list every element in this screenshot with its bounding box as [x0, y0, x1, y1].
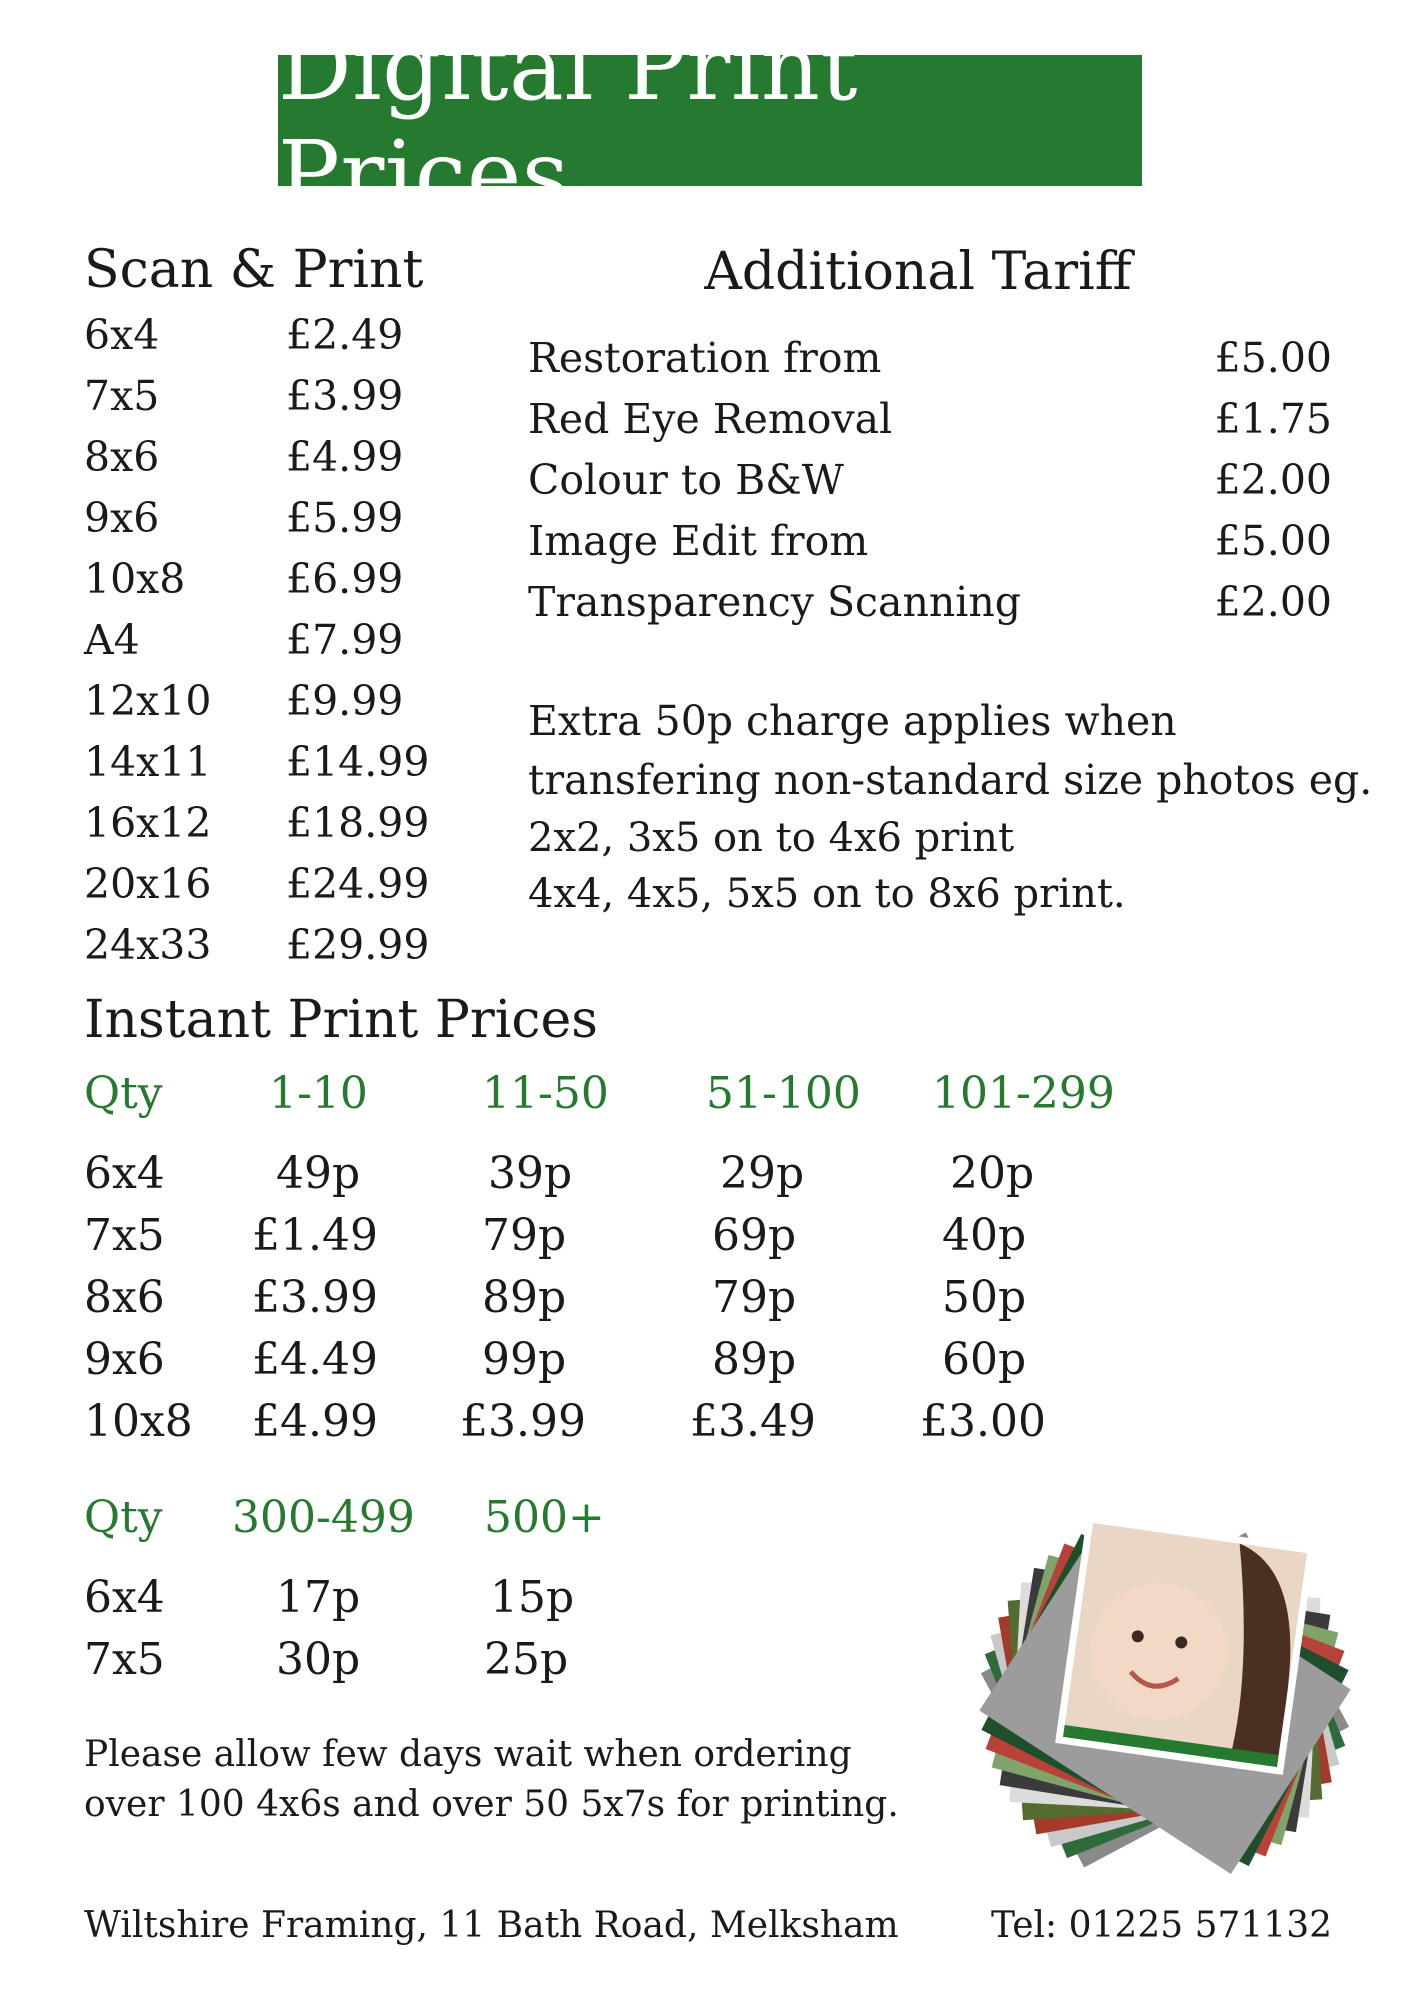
table-cell: 69p — [712, 1210, 797, 1261]
print-size: 24x33 — [84, 921, 212, 969]
list-item — [84, 488, 444, 549]
table-cell: £3.99 — [252, 1272, 378, 1323]
print-price: £14.99 — [286, 738, 430, 786]
table-cell: 89p — [482, 1272, 567, 1323]
tariff-item: Red Eye Removal — [528, 395, 893, 443]
print-size: 9x6 — [84, 494, 160, 542]
list-item — [84, 915, 444, 976]
print-size: 14x11 — [84, 738, 212, 786]
print-size: 6x4 — [84, 311, 160, 359]
table-cell: £3.00 — [920, 1396, 1046, 1447]
table-row — [84, 1572, 684, 1632]
tariff-item: Restoration from — [528, 334, 882, 382]
column-header: 101-299 — [932, 1068, 1115, 1119]
print-price: £5.99 — [286, 494, 404, 542]
footer-address: Wiltshire Framing, 11 Bath Road, Melksham — [84, 1905, 899, 1946]
list-item — [528, 328, 1332, 389]
column-header: 1-10 — [269, 1068, 368, 1119]
table-cell: £3.49 — [690, 1396, 816, 1447]
table-row — [84, 1634, 684, 1694]
table-cell: 7x5 — [84, 1634, 165, 1685]
tariff-price: £2.00 — [1214, 456, 1332, 504]
column-header: 51-100 — [706, 1068, 861, 1119]
table-cell: 89p — [712, 1334, 797, 1385]
qty-header: Qty — [84, 1492, 163, 1543]
scan-print-list — [84, 305, 444, 985]
list-item — [84, 854, 444, 915]
print-price: £4.99 — [286, 433, 404, 481]
footer-phone: Tel: 01225 571132 — [991, 1905, 1332, 1946]
print-price: £18.99 — [286, 799, 430, 847]
list-item — [528, 572, 1332, 633]
print-size: 12x10 — [84, 677, 212, 725]
table-row — [84, 1334, 1184, 1394]
list-item — [528, 450, 1332, 511]
list-item — [528, 511, 1332, 572]
table-cell: 6x4 — [84, 1148, 165, 1199]
tariff-price: £1.75 — [1214, 395, 1332, 443]
list-item — [84, 793, 444, 854]
table-cell: 20p — [950, 1148, 1035, 1199]
wait-note — [84, 1730, 899, 1830]
note-line: 2x2, 3x5 on to 4x6 print — [528, 815, 1015, 861]
table-cell: 9x6 — [84, 1334, 165, 1385]
table-cell: 8x6 — [84, 1272, 165, 1323]
list-item — [84, 732, 444, 793]
table-header-row — [84, 1068, 1184, 1128]
table-cell: 39p — [488, 1148, 573, 1199]
table-cell: 15p — [490, 1572, 575, 1623]
list-item — [84, 366, 444, 427]
instant-price-table — [84, 1068, 1184, 1468]
print-price: £2.49 — [286, 311, 404, 359]
tariff-price: £5.00 — [1214, 517, 1332, 565]
table-cell: 7x5 — [84, 1210, 165, 1261]
table-cell: 49p — [276, 1148, 361, 1199]
wait-line: over 100 4x6s and over 50 5x7s for printing. — [84, 1784, 899, 1825]
list-item — [84, 610, 444, 671]
print-price: £6.99 — [286, 555, 404, 603]
tariff-price: £2.00 — [1214, 578, 1332, 626]
table-cell: £3.99 — [460, 1396, 586, 1447]
table-cell: 10x8 — [84, 1396, 193, 1447]
print-size: 16x12 — [84, 799, 212, 847]
qty-header: Qty — [84, 1068, 163, 1119]
note-line: Extra 50p charge applies when — [528, 697, 1177, 745]
table-cell: 6x4 — [84, 1572, 165, 1623]
print-price: £9.99 — [286, 677, 404, 725]
print-size: 10x8 — [84, 555, 186, 603]
table-row — [84, 1210, 1184, 1270]
wait-line: Please allow few days wait when ordering — [84, 1734, 852, 1775]
print-size: A4 — [84, 616, 140, 664]
table-header-row — [84, 1492, 684, 1552]
table-cell: 29p — [720, 1148, 805, 1199]
instant-print-heading: Instant Print Prices — [84, 990, 598, 1050]
table-cell: 30p — [276, 1634, 361, 1685]
photo-stack-image — [975, 1470, 1355, 1890]
column-header: 11-50 — [482, 1068, 609, 1119]
print-price: £24.99 — [286, 860, 430, 908]
column-header: 500+ — [484, 1492, 605, 1543]
print-size: 20x16 — [84, 860, 212, 908]
tariff-item: Colour to B&W — [528, 456, 844, 504]
additional-tariff-heading: Additional Tariff — [704, 242, 1132, 302]
print-size: 8x6 — [84, 433, 160, 481]
table-row — [84, 1148, 1184, 1208]
list-item — [84, 305, 444, 366]
table-cell: £1.49 — [252, 1210, 378, 1261]
print-price: £29.99 — [286, 921, 430, 969]
tariff-list — [528, 328, 1332, 638]
column-header: 300-499 — [232, 1492, 415, 1543]
title-banner — [278, 13, 1142, 228]
list-item — [528, 389, 1332, 450]
table-cell: 79p — [712, 1272, 797, 1323]
list-item — [84, 427, 444, 488]
page-title: Digital Print Prices — [278, 13, 859, 228]
table-cell: 79p — [482, 1210, 567, 1261]
note-line: transfering non-standard size photos eg. — [528, 756, 1373, 804]
list-item — [84, 549, 444, 610]
table-cell: 99p — [482, 1334, 567, 1385]
print-price: £3.99 — [286, 372, 404, 420]
table-cell: £4.49 — [252, 1334, 378, 1385]
table-cell: 17p — [276, 1572, 361, 1623]
table-cell: £4.99 — [252, 1396, 378, 1447]
transfer-note — [528, 692, 1373, 922]
table-cell: 60p — [942, 1334, 1027, 1385]
tariff-price: £5.00 — [1214, 334, 1332, 382]
table-cell: 40p — [942, 1210, 1027, 1261]
print-price: £7.99 — [286, 616, 404, 664]
list-item — [84, 671, 444, 732]
table-row — [84, 1396, 1184, 1456]
tariff-item: Transparency Scanning — [528, 578, 1022, 626]
table-cell: 50p — [942, 1272, 1027, 1323]
print-size: 7x5 — [84, 372, 160, 420]
bulk-price-table — [84, 1492, 684, 1692]
table-row — [84, 1272, 1184, 1332]
note-line: 4x4, 4x5, 5x5 on to 8x6 print. — [528, 871, 1126, 917]
scan-print-heading: Scan & Print — [84, 240, 424, 300]
tariff-item: Image Edit from — [528, 517, 869, 565]
table-cell: 25p — [484, 1634, 569, 1685]
